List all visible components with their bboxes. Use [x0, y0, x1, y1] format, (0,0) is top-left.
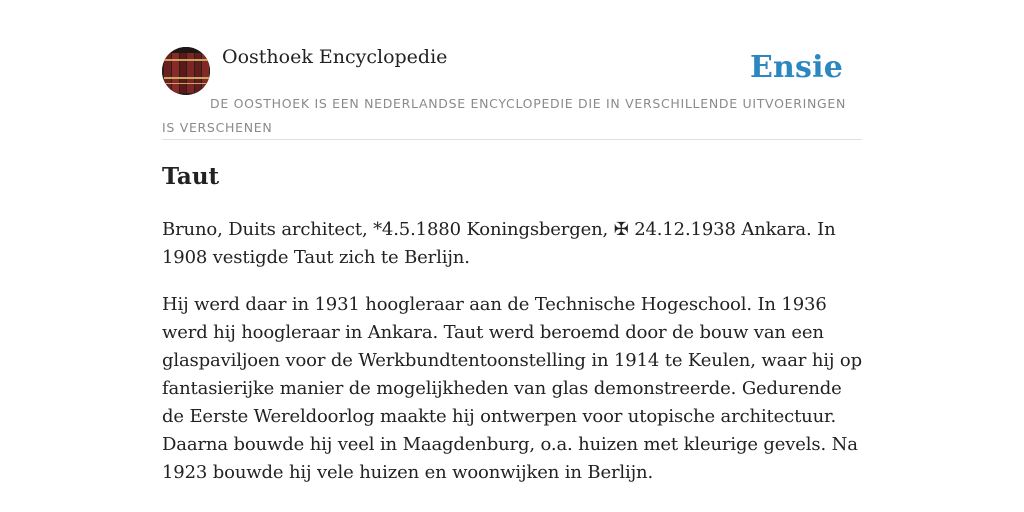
entry-content: [162, 216, 867, 506]
site-subtitle: DE OOSTHOEK IS EEN NEDERLANDSE ENCYCLOPEDIE DIE IN VERSCHILLENDE UITVOERINGEN IS VERSCHENEN: [162, 96, 847, 135]
brand-logo[interactable]: Ensie: [749, 50, 843, 85]
site-header: [162, 44, 862, 140]
book-spines-icon[interactable]: [162, 47, 210, 95]
entry-paragraph: Hij werd daar in 1931 hoogleraar aan de Technische Hogeschool. In 1936 werd hij hoogleraar in Ankara. Taut werd beroemd door de bouw van een glaspaviljoen voor de Werkbundtentoonstelling in 1914 te Keulen, waar hij op fantasierijke manier de mogelijkheden van glas demonstreerde. Gedurende de Eerste Wereldoorlog maakte hij ontwerpen voor utopische architectuur. Daarna bouwde hij veel in Maagdenburg, o.a. huizen met kleurige gevels. Na 1923 bouwde hij vele huizen en woonwijken in Berlijn.: [162, 294, 862, 483]
header-divider: [162, 139, 862, 140]
entry-title: Taut: [162, 163, 220, 190]
entry-paragraph: Bruno, Duits architect, *4.5.1880 Koningsbergen, ✠ 24.12.1938 Ankara. In 1908 vestigde Taut zich te Berlijn.: [162, 219, 836, 268]
site-title[interactable]: Oosthoek Encyclopedie: [222, 46, 448, 68]
